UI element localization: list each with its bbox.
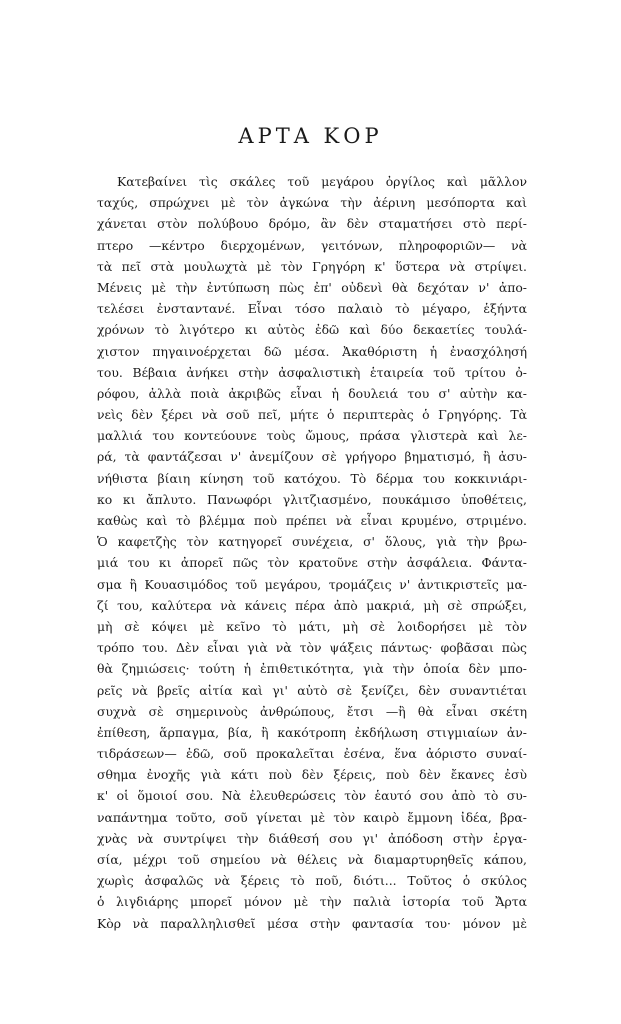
text-line: μὴ σὲ κόψει μὲ κεῖνο τὸ μάτι, μὴ σὲ λοιδορήσει μὲ τὸν [97,618,527,634]
text-line: του. Βέβαια ἀνήκει στὴν ἀσφαλιστικὴ ἑταιρεία τοῦ τρίτου ὀ- [97,364,527,380]
text-line: πτερο —κέντρο διερχομένων, γειτόνων, πληροφοριῶν— νὰ [97,237,527,253]
text-line: Κὸρ νὰ παραλληλισθεῖ μέσα στὴν φαντασία του· μόνον μὲ [97,915,527,931]
text-line: ρόφου, ἀλλὰ ποιὰ ἀκριβῶς εἶναι ἡ δουλειά του σ' αὐτὴν κα- [97,385,527,401]
text-line: νήθιστα βίαιη κίνηση τοῦ κατόχου. Τὸ δέρμα του κοκκινιάρι- [97,470,527,486]
text-line: σθημα ἐνοχῆς γιὰ κάτι ποὺ δὲν ξέρεις, ποὺ δὲν ἔκανες ἐσὺ [97,767,527,783]
page-title: ΑΡΤΑ ΚΟΡ [238,124,383,148]
text-line: μιά του κι ἀπορεῖ πῶς τὸν κρατοῦνε στὴν ἀσφάλεια. Φάντα- [97,555,527,571]
text-line: κ' οἱ ὅμοιοί σου. Νὰ ἐλευθερώσεις τὸν ἑαυτό σου ἀπὸ τὸ συ- [97,788,527,804]
text-line: χρόνων τὸ λιγότερο κι αὐτὸς ἐδῶ καὶ δύο δεκαετίες τουλά- [97,322,527,338]
text-line: σία, μέχρι τοῦ σημείου νὰ θέλεις νὰ διαμαρτυρηθεῖς κάπου, [97,852,527,867]
text-line: χνὰς νὰ συντρίψει τὴν διάθεσή σου γι' ἀπόδοση στὴν ἐργα- [97,830,527,846]
text-line: κο κι ἄπλυτο. Πανωφόρι γλιτζιασμένο, πουκάμισο ὑποθέτεις, [97,491,527,507]
text-line: θὰ ζημιώσεις· τούτη ἡ ἐπιθετικότητα, γιὰ τὴν ὁποία δὲν μπο- [97,661,527,677]
text-line: χιστον πηγαινοέρχεται δῶ μέσα. Ἀκαθόριστη ἡ ἐνασχόλησή [97,343,527,359]
text-line: ρά, τὰ φαντάζεσαι ν' ἀνεμίζουν σὲ γρήγορο βηματισμό, ἢ ἀσυ- [97,449,527,465]
text-line: νεὶς δὲν ξέρει νὰ σοῦ πεῖ, μήτε ὁ περιπτερὰς ὁ Γρηγόρης. Τὰ [97,407,527,423]
text-line: τρόπο του. Δὲν εἶναι γιὰ νὰ τὸν ψάξεις πάντως· φοβᾶσαι πὼς [97,640,527,656]
text-line: ἐπίθεση, ἅρπαγμα, βία, ἢ κακότροπη ἐκδήλωση στιγμιαίων ἀν- [97,724,527,740]
text-line: συχνὰ σὲ σημερινοὺς ἀνθρώπους, ἔτσι —ἢ θὰ εἶναι σκέτη [97,703,527,719]
text-line: ὁ λιγδιάρης μπορεῖ μόνον μὲ τὴν παλιὰ ἱστορία τοῦ Ἄρτα [97,894,527,910]
text-line: Κατεβαίνει τὶς σκάλες τοῦ μεγάρου ὀργίλος καὶ μᾶλλον [117,174,527,189]
text-line: Ὁ καφετζὴς τὸν κατηγορεῖ συνέχεια, σ' ὅλους, γιὰ τὴν βρω- [97,534,527,550]
text-line: ταχύς, σπρώχνει μὲ τὸν ἀγκώνα τὴν ἀέρινη μεσόπορτα καὶ [97,195,527,211]
text-line: τελέσει ἐνσταντανέ. Εἶναι τόσο παλαιὸ τὸ μέγαρο, ἑξήντα [97,301,527,317]
text-line: μαλλιά του κοντεύουνε τοὺς ὤμους, πράσα γλιστερὰ καὶ λε- [97,428,527,444]
text-line: χάνεται στὸν πολύβουο δρόμο, ἂν δὲν σταματήσει στὸ περί- [97,216,527,232]
text-line: καθὼς καὶ τὸ βλέμμα ποὺ πρέπει νὰ εἶναι κρυμένο, στριμένο. [97,513,527,528]
text-line: τιδράσεων— ἐδῶ, σοῦ προκαλεῖται ἐσένα, ἕνα ἀόριστο συναί- [97,746,527,762]
text-line: σμα ἢ Κουασιμόδος τοῦ μεγάρου, τρομάζεις ν' ἀντικριστεῖς μα- [97,576,527,592]
text-line: ρεῖς νὰ βρεῖς αἰτία καὶ γι' αὐτὸ σὲ ξενίζει, δὲν συναντιέται [97,682,527,698]
text-line: Μένεις μὲ τὴν ἐντύπωση πὼς ἐπ' οὐδενὶ θὰ δεχόταν ν' ἀπο- [97,279,527,295]
text-line: ναπάντημα τοῦτο, σοῦ γίνεται μὲ τὸν καιρὸ ἔμμονη ἰδέα, βρα- [97,809,527,825]
text-line: ζί του, καλύτερα νὰ κάνεις πέρα ἀπὸ μακριά, μὴ σὲ σπρώξει, [97,597,527,613]
text-line: τὰ πεῖ στὰ μουλωχτὰ μὲ τὸν Γρηγόρη κ' ὕστερα νὰ στρίψει. [97,258,527,274]
text-line: χωρὶς ἀσφαλῶς νὰ ξέρεις τὸ ποῦ, διότι... Τοῦτος ὁ σκύλος [97,873,527,889]
body-paragraph [97,171,527,934]
